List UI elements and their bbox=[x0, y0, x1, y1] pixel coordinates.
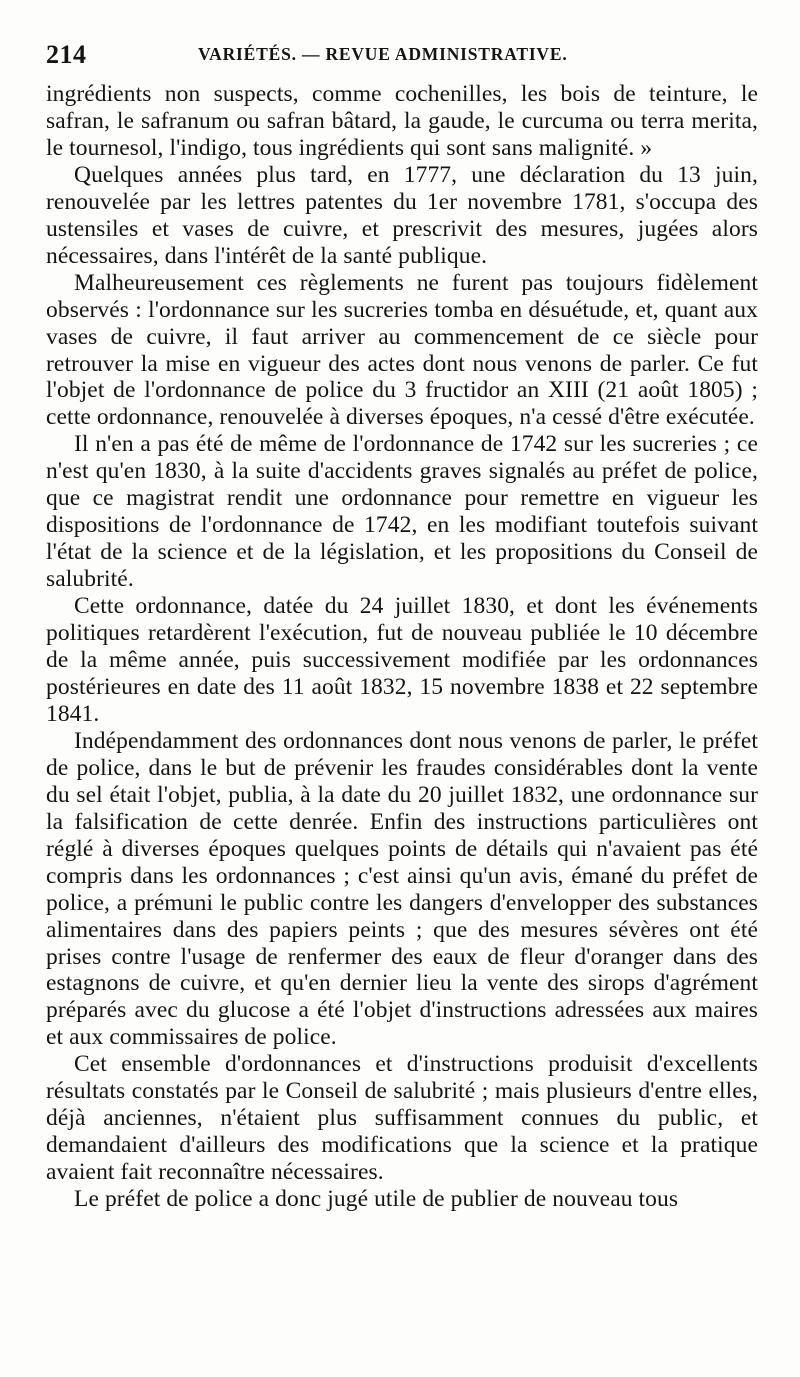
running-title: VARIÉTÉS. — REVUE ADMINISTRATIVE. bbox=[198, 44, 568, 64]
paragraph-sucreries: Il n'en a pas été de même de l'ordonnance de 1742 sur les sucreries ; ce n'est qu'en 1830, à la suite d'accidents graves signalés au préfet de police, que ce magistrat rendit une ordonnance pour remettre en vigueur les dispositions de l'ordonnance de 1742, en les modifiant toutefois suivant l'état de la science et de la législation, et les propositions du Conseil de salubrité. bbox=[46, 431, 758, 593]
paragraph-prefet: Le préfet de police a donc jugé utile de publier de nouveau tous bbox=[74, 1186, 679, 1213]
paragraph-ordonnance-1830: Cette ordonnance, datée du 24 juillet 1830, et dont les événements politiques retardèrent l'exécution, fut de nouveau publiée le 10 décembre de la même année, puis successivement modifiée par les ordonnances postérieures en date des 11 août 1832, 15 novembre 1838 et 22 septembre 1841. bbox=[46, 593, 758, 727]
paragraph-reglements: Malheureusement ces règlements ne furent pas toujours fidèlement observés : l'ordonnance sur les sucreries tomba en désuétude, et, quant aux vases de cuivre, il faut arriver au commencement de ce siècle pour retrouver la mise en vigueur des actes dont nous venons de parler. Ce fut l'objet de l'ordonnance de police du 3 fructidor an XIII (21 août 1805) ; cette ordonnance, renouvelée à diverses époques, n'a cessé d'être exécutée. bbox=[46, 269, 758, 431]
paragraph-resultats: Cet ensemble d'ordonnances et d'instructions produisit d'excellents résultats constatés par le Conseil de salubrité ; mais plusieurs d'entre elles, déjà anciennes, n'étaient plus suffisamment connues du public, et demandaient d'ailleurs des modifications que la science et la pratique avaient fait reconnaître nécessaires. bbox=[46, 1051, 758, 1186]
page-number: 214 bbox=[46, 40, 87, 69]
paragraph-declaration-1777: Quelques années plus tard, en 1777, une déclaration du 13 juin, renouvelée par les lettres patentes du 1er novembre 1781, s'occupa des ustensiles et vases de cuivre, et prescrivit des mesures, jugées alors nécessaires, dans l'intérêt de la santé publique. bbox=[46, 161, 758, 269]
body-text bbox=[46, 81, 758, 1213]
running-head bbox=[46, 38, 758, 78]
paragraph-continuation: ingrédients non suspects, comme cochenilles, les bois de teinture, le safran, le safranum ou safran bâtard, la gaude, le curcuma ou terra merita, le tournesol, l'indigo, tous ingrédients qui sont sans malignité. » bbox=[46, 81, 758, 161]
paragraph-instructions: Indépendamment des ordonnances dont nous venons de parler, le préfet de police, dans le but de prévenir les fraudes considérables dont la vente du sel était l'objet, publia, à la date du 20 juillet 1832, une ordonnance sur la falsification de cette denrée. Enfin des instructions particulières ont réglé à diverses époques quelques points de détails qui n'avaient pas été compris dans les ordonnances ; c'est ainsi qu'un avis, émané du préfet de police, a prémuni le public contre les dangers d'envelopper des substances alimentaires dans des papiers peints ; que des mesures sévères ont été prises contre l'usage de renfermer des eaux de fleur d'oranger dans des estagnons de cuivre, et qu'en dernier lieu la vente des sirops d'agrément préparés avec du glucose a été l'objet d'instructions adressées aux maires et aux commissaires de police. bbox=[46, 727, 758, 1051]
